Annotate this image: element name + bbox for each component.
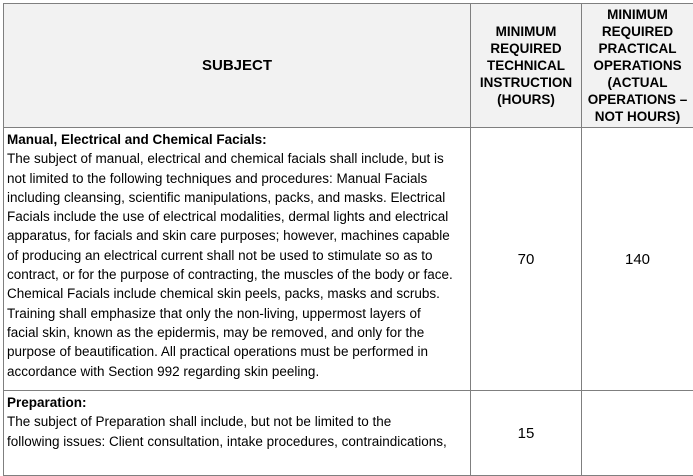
subject-line: including cleansing, scientific manipulations, packs, and masks. Electrical [7, 188, 467, 207]
header-line: TECHNICAL [471, 57, 581, 74]
subject-line: The subject of manual, electrical and chemical facials shall include, but is [7, 149, 467, 168]
subject-line: following issues: Client consultation, intake procedures, contraindications, [7, 432, 467, 451]
header-line: REQUIRED [582, 23, 693, 40]
subject-cell [4, 391, 471, 476]
technical-hours-cell: 70 [471, 128, 582, 391]
subject-line: of producing an electrical current shall not be used to stimulate so as to [7, 246, 467, 265]
subject-line: Chemical Facials include chemical skin peels, packs, masks and scrubs. [7, 284, 467, 303]
header-line: INSTRUCTION [471, 74, 581, 91]
subject-line: purpose of beautification. All practical operations must be performed in [7, 342, 467, 361]
practical-operations-cell: 140 [582, 128, 693, 391]
header-line: OPERATIONS – [582, 91, 693, 108]
curriculum-table [3, 3, 693, 476]
practical-operations-cell [582, 391, 693, 476]
subject-line: contract, or for the purpose of contracting, the muscles of the body or face. [7, 265, 467, 284]
technical-instruction-header [471, 4, 582, 128]
header-line: MINIMUM [582, 6, 693, 23]
subject-title: Manual, Electrical and Chemical Facials: [7, 130, 467, 149]
subject-line: not limited to the following techniques and procedures: Manual Facials [7, 169, 467, 188]
header-line: MINIMUM [471, 23, 581, 40]
subject-line: Facials include the use of electrical modalities, dermal lights and electrical [7, 207, 467, 226]
subject-cell [4, 128, 471, 391]
subject-line: Training shall emphasize that only the non-living, uppermost layers of [7, 304, 467, 323]
subject-line: The subject of Preparation shall include, but not be limited to the [7, 412, 467, 431]
subject-line: facial skin, known as the epidermis, may be removed, and only for the [7, 323, 467, 342]
subject-title: Preparation: [7, 393, 467, 412]
header-line: OPERATIONS [582, 57, 693, 74]
subject-header: SUBJECT [4, 4, 471, 128]
header-row [4, 4, 693, 128]
subject-line: accordance with Section 992 regarding skin peeling. [7, 362, 467, 381]
header-line: REQUIRED [471, 40, 581, 57]
table-row [4, 391, 693, 476]
header-line: (HOURS) [471, 91, 581, 108]
header-line: (ACTUAL [582, 74, 693, 91]
table-row [4, 128, 693, 391]
technical-hours-cell: 15 [471, 391, 582, 476]
header-line: NOT HOURS) [582, 108, 693, 125]
subject-line: apparatus, for facials and skin care purposes; however, machines capable [7, 226, 467, 245]
practical-operations-header [582, 4, 693, 128]
header-line: PRACTICAL [582, 40, 693, 57]
